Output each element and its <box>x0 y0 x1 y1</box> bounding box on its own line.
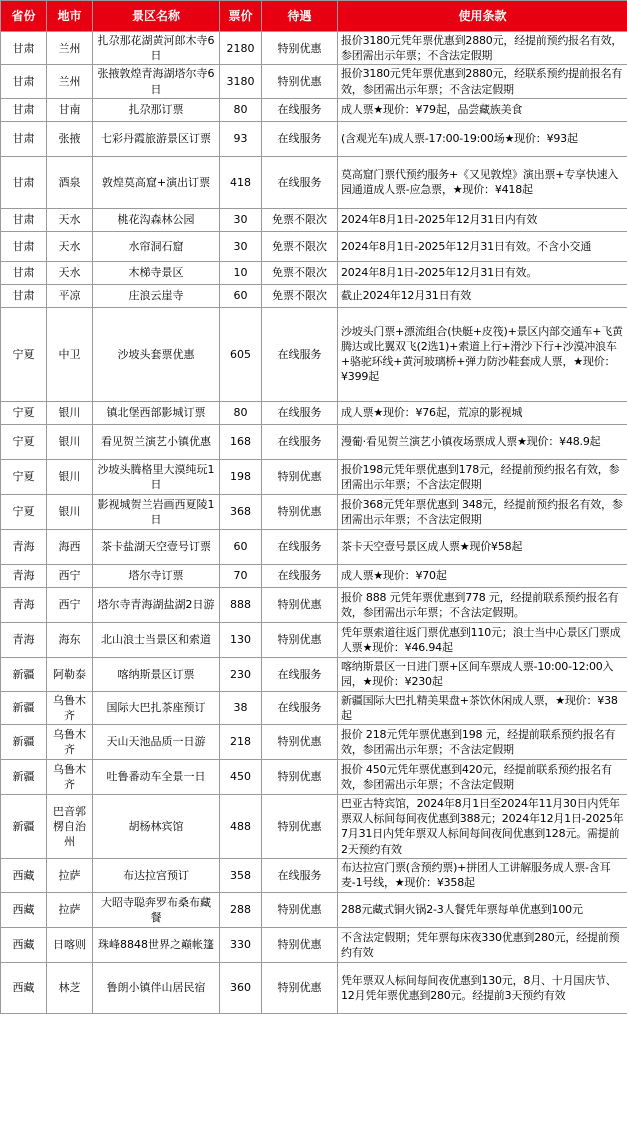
cell-benefit: 特别优惠 <box>262 962 338 1013</box>
cell-province: 宁夏 <box>1 459 47 494</box>
cell-province: 甘肃 <box>1 121 47 156</box>
cell-city: 西宁 <box>47 587 93 622</box>
table-row <box>1 795 627 859</box>
cell-attraction-name: 扎尕那订票 <box>93 98 220 121</box>
header-benefit: 待遇 <box>262 1 338 32</box>
cell-province: 宁夏 <box>1 307 47 401</box>
cell-price: 3180 <box>220 65 262 98</box>
cell-terms: 报价 450元凭年票优惠到420元，经提前联系预约报名有效，参团需出示年票；不含法定假期 <box>338 760 627 795</box>
cell-attraction-name: 桃花沟森林公园 <box>93 208 220 231</box>
cell-price: 330 <box>220 927 262 962</box>
cell-province: 新疆 <box>1 691 47 724</box>
cell-province: 甘肃 <box>1 65 47 98</box>
cell-city: 拉萨 <box>47 858 93 892</box>
cell-province: 青海 <box>1 622 47 657</box>
cell-attraction-name: 木梯寺景区 <box>93 261 220 284</box>
table-row <box>1 622 627 657</box>
cell-province: 西藏 <box>1 927 47 962</box>
table-row <box>1 564 627 587</box>
cell-terms: 凭年票索道往返门票优惠到110元；浪士当中心景区门票成人票★现价：¥46.94起 <box>338 622 627 657</box>
cell-price: 60 <box>220 284 262 307</box>
cell-city: 阿勒泰 <box>47 657 93 691</box>
table-row <box>1 587 627 622</box>
cell-city: 银川 <box>47 494 93 529</box>
cell-price: 888 <box>220 587 262 622</box>
cell-city: 乌鲁木齐 <box>47 691 93 724</box>
cell-terms: 报价 218元凭年票优惠到198 元，经提前联系预约报名有效，参团需出示年票；不含法定假期 <box>338 725 627 760</box>
cell-terms: 截止2024年12月31日有效 <box>338 284 627 307</box>
cell-terms: 报价3180元凭年票优惠到2880元，经联系预约提前报名有效，参团需出示年票；不含法定假期 <box>338 65 627 98</box>
cell-terms: 莫高窟门票代预约服务+《又见敦煌》演出票+专享快速入园通道成人票-应急票，★现价：¥418起 <box>338 156 627 208</box>
cell-city: 天水 <box>47 208 93 231</box>
cell-attraction-name: 镇北堡西部影城订票 <box>93 401 220 424</box>
cell-attraction-name: 庄浪云崖寺 <box>93 284 220 307</box>
cell-city: 海东 <box>47 622 93 657</box>
table-row <box>1 892 627 927</box>
cell-province: 甘肃 <box>1 284 47 307</box>
cell-attraction-name: 七彩丹霞旅游景区订票 <box>93 121 220 156</box>
cell-terms: 成人票★现价：¥70起 <box>338 564 627 587</box>
cell-price: 230 <box>220 657 262 691</box>
cell-city: 乌鲁木齐 <box>47 760 93 795</box>
cell-attraction-name: 布达拉宫预订 <box>93 858 220 892</box>
cell-benefit: 特别优惠 <box>262 587 338 622</box>
cell-province: 宁夏 <box>1 494 47 529</box>
cell-attraction-name: 塔尔寺青海湖盐湖2日游 <box>93 587 220 622</box>
cell-city: 甘南 <box>47 98 93 121</box>
cell-benefit: 在线服务 <box>262 657 338 691</box>
cell-benefit: 免票不限次 <box>262 261 338 284</box>
cell-province: 青海 <box>1 564 47 587</box>
cell-terms: 巴亚古特宾馆，2024年8月1日至2024年11月30日内凭年票双人标间每间夜优惠到388元；2024年12月1日-2025年7月31日内凭年票双人标间每间夜间优惠到128元。需提前2天预约有效 <box>338 795 627 859</box>
cell-benefit: 免票不限次 <box>262 284 338 307</box>
cell-price: 168 <box>220 424 262 459</box>
table-body <box>1 32 627 1014</box>
cell-attraction-name: 胡杨林宾馆 <box>93 795 220 859</box>
table-row <box>1 962 627 1013</box>
cell-terms: 漫葡·看见贺兰演艺小镇夜场票成人票★现价：¥48.9起 <box>338 424 627 459</box>
cell-province: 甘肃 <box>1 261 47 284</box>
cell-price: 80 <box>220 401 262 424</box>
cell-attraction-name: 喀纳斯景区订票 <box>93 657 220 691</box>
cell-attraction-name: 水帘洞石窟 <box>93 231 220 261</box>
cell-attraction-name: 鲁朗小镇伴山居民宿 <box>93 962 220 1013</box>
cell-price: 10 <box>220 261 262 284</box>
cell-benefit: 免票不限次 <box>262 208 338 231</box>
header-terms: 使用条款 <box>338 1 627 32</box>
cell-terms: 凭年票双人标间每间夜优惠到130元，8月、十月国庆节、12月凭年票优惠到280元。经提前3天预约有效 <box>338 962 627 1013</box>
cell-city: 天水 <box>47 261 93 284</box>
cell-benefit: 特别优惠 <box>262 622 338 657</box>
cell-province: 青海 <box>1 529 47 564</box>
cell-price: 30 <box>220 231 262 261</box>
cell-province: 新疆 <box>1 725 47 760</box>
cell-attraction-name: 扎尕那花湖黄河郎木寺6日 <box>93 32 220 65</box>
table-row <box>1 98 627 121</box>
cell-terms: 不含法定假期；凭年票每床夜330优惠到280元，经提前预约有效 <box>338 927 627 962</box>
cell-terms: (含观光车)成人票-17:00-19:00场★现价：¥93起 <box>338 121 627 156</box>
cell-benefit: 在线服务 <box>262 307 338 401</box>
table-row <box>1 691 627 724</box>
cell-price: 93 <box>220 121 262 156</box>
cell-benefit: 在线服务 <box>262 98 338 121</box>
cell-benefit: 特别优惠 <box>262 760 338 795</box>
cell-terms: 报价 888 元凭年票优惠到778 元，经提前联系预约报名有效，参团需出示年票；不含法定假期。 <box>338 587 627 622</box>
cell-terms: 报价3180元凭年票优惠到2880元，经提前预约报名有效，参团需出示年票；不含法定假期 <box>338 32 627 65</box>
table-row <box>1 529 627 564</box>
cell-province: 新疆 <box>1 657 47 691</box>
cell-benefit: 特别优惠 <box>262 459 338 494</box>
cell-price: 30 <box>220 208 262 231</box>
table-row <box>1 65 627 98</box>
cell-benefit: 特别优惠 <box>262 927 338 962</box>
cell-price: 80 <box>220 98 262 121</box>
cell-price: 368 <box>220 494 262 529</box>
cell-benefit: 在线服务 <box>262 121 338 156</box>
cell-city: 兰州 <box>47 65 93 98</box>
cell-province: 甘肃 <box>1 156 47 208</box>
cell-city: 中卫 <box>47 307 93 401</box>
cell-city: 张掖 <box>47 121 93 156</box>
table-row <box>1 231 627 261</box>
cell-attraction-name: 沙坡头套票优惠 <box>93 307 220 401</box>
cell-benefit: 在线服务 <box>262 691 338 724</box>
cell-province: 西藏 <box>1 892 47 927</box>
cell-price: 450 <box>220 760 262 795</box>
cell-city: 乌鲁木齐 <box>47 725 93 760</box>
cell-province: 甘肃 <box>1 231 47 261</box>
cell-city: 海西 <box>47 529 93 564</box>
cell-province: 新疆 <box>1 795 47 859</box>
cell-price: 60 <box>220 529 262 564</box>
cell-terms: 喀纳斯景区一日进门票+区间车票成人票-10:00-12:00入园，★现价：¥230起 <box>338 657 627 691</box>
cell-price: 38 <box>220 691 262 724</box>
cell-attraction-name: 塔尔寺订票 <box>93 564 220 587</box>
cell-benefit: 在线服务 <box>262 156 338 208</box>
cell-city: 银川 <box>47 424 93 459</box>
cell-terms: 288元藏式铜火锅2-3人餐凭年票每单优惠到100元 <box>338 892 627 927</box>
cell-city: 银川 <box>47 459 93 494</box>
cell-attraction-name: 茶卡盐湖天空壹号订票 <box>93 529 220 564</box>
cell-benefit: 免票不限次 <box>262 231 338 261</box>
cell-benefit: 在线服务 <box>262 424 338 459</box>
cell-city: 平凉 <box>47 284 93 307</box>
cell-city: 兰州 <box>47 32 93 65</box>
cell-city: 林芝 <box>47 962 93 1013</box>
cell-price: 358 <box>220 858 262 892</box>
table-row <box>1 32 627 65</box>
cell-price: 488 <box>220 795 262 859</box>
table-row <box>1 156 627 208</box>
cell-attraction-name: 看见贺兰演艺小镇优惠 <box>93 424 220 459</box>
cell-city: 拉萨 <box>47 892 93 927</box>
cell-city: 日喀则 <box>47 927 93 962</box>
table-row <box>1 307 627 401</box>
cell-province: 甘肃 <box>1 32 47 65</box>
cell-city: 巴音郭楞自治州 <box>47 795 93 859</box>
cell-price: 198 <box>220 459 262 494</box>
cell-province: 西藏 <box>1 962 47 1013</box>
header-province: 省份 <box>1 1 47 32</box>
table-row <box>1 725 627 760</box>
table-row <box>1 927 627 962</box>
cell-attraction-name: 国际大巴扎茶座预订 <box>93 691 220 724</box>
table-row <box>1 208 627 231</box>
cell-terms: 布达拉宫门票(含预约票)+拼团人工讲解服务成人票-含耳麦-1号线，★现价：¥358起 <box>338 858 627 892</box>
cell-price: 288 <box>220 892 262 927</box>
table-row <box>1 760 627 795</box>
cell-terms: 2024年8月1日-2025年12月31日内有效 <box>338 208 627 231</box>
cell-city: 西宁 <box>47 564 93 587</box>
cell-terms: 新疆国际大巴扎精美果盘+茶饮休闲成人票，★现价：¥38起 <box>338 691 627 724</box>
cell-province: 宁夏 <box>1 401 47 424</box>
cell-price: 130 <box>220 622 262 657</box>
table-row <box>1 261 627 284</box>
cell-province: 甘肃 <box>1 98 47 121</box>
cell-benefit: 在线服务 <box>262 564 338 587</box>
cell-attraction-name: 沙坡头腾格里大漠纯玩1日 <box>93 459 220 494</box>
cell-attraction-name: 天山天池品质一日游 <box>93 725 220 760</box>
header-attraction-name: 景区名称 <box>93 1 220 32</box>
cell-price: 605 <box>220 307 262 401</box>
cell-price: 418 <box>220 156 262 208</box>
cell-attraction-name: 影视城贺兰岩画西夏陵1日 <box>93 494 220 529</box>
cell-terms: 成人票★现价：¥76起，荒凉的影视城 <box>338 401 627 424</box>
cell-terms: 2024年8月1日-2025年12月31日有效。 <box>338 261 627 284</box>
table-row <box>1 424 627 459</box>
table-row <box>1 401 627 424</box>
cell-attraction-name: 敦煌莫高窟+演出订票 <box>93 156 220 208</box>
cell-price: 2180 <box>220 32 262 65</box>
cell-province: 宁夏 <box>1 424 47 459</box>
cell-terms: 茶卡天空壹号景区成人票★现价¥58起 <box>338 529 627 564</box>
cell-attraction-name: 珠峰8848世界之巅帐篷 <box>93 927 220 962</box>
table-row <box>1 858 627 892</box>
cell-province: 新疆 <box>1 760 47 795</box>
cell-benefit: 特别优惠 <box>262 795 338 859</box>
cell-terms: 成人票★现价：¥79起，品尝藏族美食 <box>338 98 627 121</box>
cell-price: 218 <box>220 725 262 760</box>
cell-attraction-name: 北山浪士当景区和索道 <box>93 622 220 657</box>
cell-attraction-name: 张掖敦煌青海湖塔尔寺6日 <box>93 65 220 98</box>
cell-benefit: 在线服务 <box>262 401 338 424</box>
cell-price: 360 <box>220 962 262 1013</box>
cell-benefit: 特别优惠 <box>262 892 338 927</box>
cell-province: 西藏 <box>1 858 47 892</box>
cell-province: 青海 <box>1 587 47 622</box>
cell-attraction-name: 吐鲁番动车全景一日 <box>93 760 220 795</box>
table-row <box>1 657 627 691</box>
cell-terms: 沙坡头门票+漂流组合(快艇+皮筏)+景区内部交通车+飞黄腾达或比翼双飞(2选1)+索道上行+滑沙下行+沙漠冲浪车+骆驼环线+黄河玻璃桥+弹力防沙鞋套成人票，★现价：¥399起 <box>338 307 627 401</box>
cell-benefit: 特别优惠 <box>262 32 338 65</box>
cell-city: 银川 <box>47 401 93 424</box>
cell-benefit: 在线服务 <box>262 529 338 564</box>
cell-city: 酒泉 <box>47 156 93 208</box>
cell-benefit: 特别优惠 <box>262 725 338 760</box>
cell-city: 天水 <box>47 231 93 261</box>
cell-terms: 报价198元凭年票优惠到178元，经提前预约报名有效，参团需出示年票；不含法定假期 <box>338 459 627 494</box>
table-row <box>1 121 627 156</box>
cell-price: 70 <box>220 564 262 587</box>
cell-terms: 报价368元凭年票优惠到 348元，经提前预约报名有效，参团需出示年票；不含法定假期 <box>338 494 627 529</box>
table-row <box>1 284 627 307</box>
cell-benefit: 特别优惠 <box>262 494 338 529</box>
cell-benefit: 特别优惠 <box>262 65 338 98</box>
header-price: 票价 <box>220 1 262 32</box>
cell-attraction-name: 大昭寺聪奔罗布桑布藏餐 <box>93 892 220 927</box>
cell-benefit: 在线服务 <box>262 858 338 892</box>
cell-province: 甘肃 <box>1 208 47 231</box>
table-row <box>1 494 627 529</box>
cell-terms: 2024年8月1日-2025年12月31日有效。不含小交通 <box>338 231 627 261</box>
table-row <box>1 459 627 494</box>
header-city: 地市 <box>47 1 93 32</box>
table-header-row <box>1 1 627 32</box>
